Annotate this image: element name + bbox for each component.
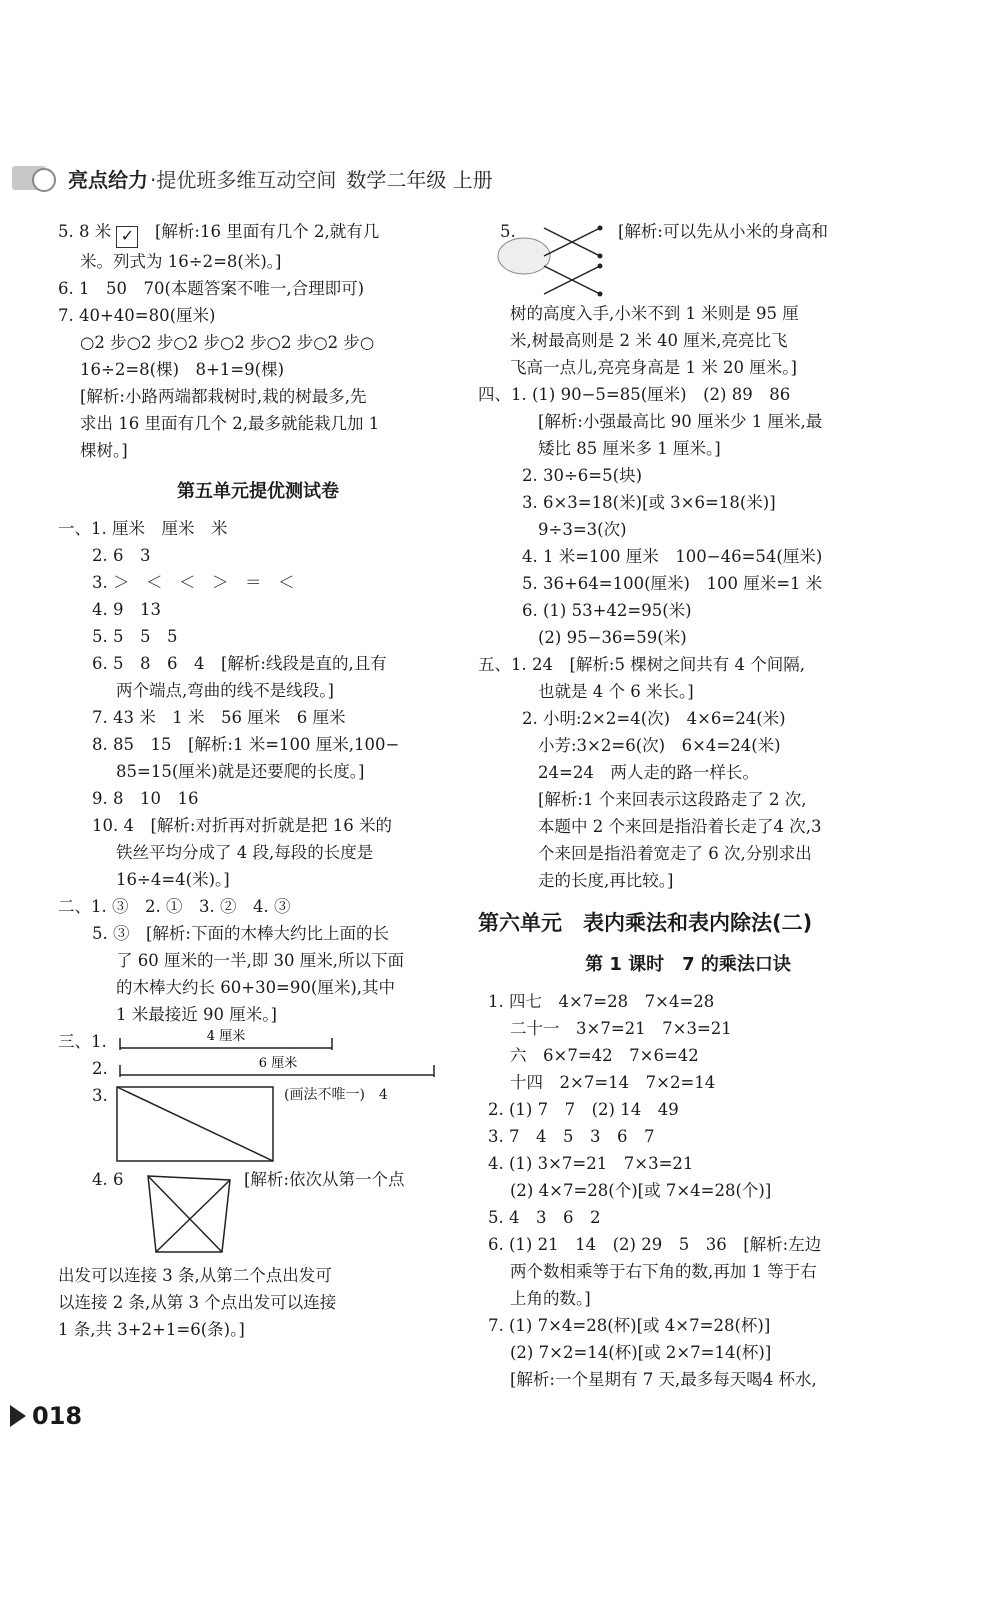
answer-line: [解析:一个星期有 7 天,最多每天喝4 杯水,	[510, 1370, 817, 1389]
answer-line: 铁丝平均分成了 4 段,每段的长度是	[116, 843, 374, 862]
brand-subtitle: ·提优班多维互动空间	[150, 167, 337, 192]
answer-line: 一、1. 厘米 厘米 米	[58, 519, 228, 538]
answer-line: 7. (1) 7×4=28(杯)[或 4×7=28(杯)]	[488, 1316, 771, 1335]
right-column	[478, 218, 888, 1393]
answer-line: [解析:小路两端都栽树时,栽的树最多,先	[80, 387, 367, 406]
answer-line: (2) 4×7=28(个)[或 7×4=28(个)]	[510, 1181, 772, 1200]
drawing-answer-3: 3. (画法不唯一) 4	[58, 1082, 458, 1166]
answer-line: 1. 四七 4×7=28 7×4=28	[488, 992, 715, 1011]
answer-line: 6. (1) 21 14 (2) 29 5 36 [解析:左边	[488, 1235, 822, 1254]
book-grade: 数学二年级 上册	[346, 167, 493, 192]
answer-line: 1 米最接近 90 厘米。]	[116, 1005, 277, 1024]
page-number: 018	[10, 1402, 82, 1430]
answer-line: 二、1. ③ 2. ① 3. ② 4. ③	[58, 897, 291, 916]
answer-line: 7. 43 米 1 米 56 厘米 6 厘米	[92, 708, 346, 727]
answer-line: (2) 7×2=14(杯)[或 2×7=14(杯)]	[510, 1343, 772, 1362]
answer-line: 走的长度,再比较。]	[538, 871, 674, 890]
section-title: 第五单元提优测试卷	[177, 481, 339, 502]
answer-line: 米。列式为 16÷2=8(米)。]	[80, 252, 282, 271]
drawing-note: [解析:依次从第一个点	[244, 1170, 405, 1189]
answer-line: 米,树最高则是 2 米 40 厘米,亮亮比飞	[510, 331, 788, 350]
answer-line: 85=15(厘米)就是还要爬的长度。]	[116, 762, 365, 781]
drawing-answer-4: 4. 6 [解析:依次从第一个点	[58, 1166, 458, 1262]
answer-line: 6. (1) 53+42=95(米)	[522, 601, 692, 620]
answer-line: 4. 1 米=100 厘米 100−46=54(厘米)	[522, 547, 823, 566]
answer-line: 9÷3=3(次)	[538, 520, 627, 539]
answer-line: (2) 95−36=59(米)	[538, 628, 687, 647]
answer-line: 16÷2=8(棵) 8+1=9(棵)	[80, 360, 285, 379]
answer-line: 2. (1) 7 7 (2) 14 49	[488, 1100, 679, 1119]
segment-6cm	[118, 1051, 448, 1083]
matching-lines-drawing	[494, 222, 614, 300]
segment-6cm-label: 6 厘米	[258, 1056, 298, 1071]
answer-line: 棵树。]	[80, 441, 128, 460]
answer-line: [解析:可以先从小米的身高和	[618, 222, 828, 241]
answer-line: 2. 30÷6=5(块)	[522, 466, 643, 485]
answer-line: 3. 7 4 5 3 6 7	[488, 1127, 655, 1146]
answer-line: 3. 6×3=18(米)[或 3×6=18(米)]	[522, 493, 776, 512]
unit-title: 第六单元 表内乘法和表内除法(二)	[478, 911, 813, 935]
answer-line: 求出 16 里面有几个 2,最多就能栽几加 1	[80, 414, 380, 433]
answer-line: 以连接 2 条,从第 3 个点出发可以连接	[58, 1293, 337, 1312]
answer-line: 矮比 85 厘米多 1 厘米。]	[538, 439, 721, 458]
answer-line: 两个端点,弯曲的线不是线段。]	[116, 681, 334, 700]
matching-answer: 5. [解析:可以先从小米的身高和	[488, 218, 888, 300]
answer-line: 5. 5 5 5	[92, 627, 178, 646]
answer-line: 也就是 4 个 6 米长。]	[538, 682, 694, 701]
page-marker-icon	[10, 1405, 26, 1427]
answer-line: 小芳:3×2=6(次) 6×4=24(米)	[538, 736, 781, 755]
answer-line: 五、1. 24 [解析:5 棵树之间共有 4 个间隔,	[478, 655, 805, 674]
answer-line: 2. 6 3	[92, 546, 151, 565]
answer-line: 5. 4 3 6 2	[488, 1208, 601, 1227]
answer-line: 3. ＞ ＜ ＜ ＞ ＝ ＜	[92, 573, 295, 592]
answer-line: 了 60 厘米的一半,即 30 厘米,所以下面	[116, 951, 404, 970]
answer-line: 6. 5 8 6 4 [解析:线段是直的,且有	[92, 654, 387, 673]
answer-line: 4. (1) 3×7=21 7×3=21	[488, 1154, 694, 1173]
page-header	[12, 160, 612, 196]
answer-line: 9. 8 10 16	[92, 789, 199, 808]
answer-line: 飞高一点儿,亮亮身高是 1 米 20 厘米。]	[510, 358, 797, 377]
answer-line: 6. 1 50 70(本题答案不唯一,合理即可)	[58, 279, 365, 298]
answer-line: 8. 85 15 [解析:1 米=100 厘米,100−	[92, 735, 400, 754]
answer-line: 个来回是指沿着宽走了 6 次,分别求出	[538, 844, 812, 863]
drawing-answer-2: 2. 6 厘米	[58, 1055, 458, 1082]
answer-line: [解析:1 个来回表示这段路走了 2 次,	[538, 790, 807, 809]
answer-line: 5. 36+64=100(厘米) 100 厘米=1 米	[522, 574, 823, 593]
answer-line: 10. 4 [解析:对折再对折就是把 16 米的	[92, 816, 392, 835]
answer-line: 十四 2×7=14 7×2=14	[510, 1073, 716, 1092]
drawing-note: (画法不唯一) 4	[284, 1087, 388, 1103]
answer-line: 5. ③ [解析:下面的木棒大约比上面的长	[92, 924, 389, 943]
answer-line: 四、1. (1) 90−5=85(厘米) (2) 89 86	[478, 385, 791, 404]
lesson-title: 第 1 课时 7 的乘法口诀	[585, 954, 791, 975]
answer-line: 两个数相乘等于右下角的数,再加 1 等于右	[510, 1262, 817, 1281]
answer-line: 24=24 两人走的路一样长。	[538, 763, 759, 782]
answer-line: 出发可以连接 3 条,从第二个点出发可	[58, 1266, 332, 1285]
answer-line: 上角的数。]	[510, 1289, 591, 1308]
answer-line: 树的高度入手,小米不到 1 米则是 95 厘	[510, 304, 799, 323]
segment-4cm-label: 4 厘米	[206, 1029, 246, 1044]
answer-line: 7. 40+40=80(厘米)	[58, 306, 216, 325]
answer-line: 5. 8 米 ✓ [解析:16 里面有几个 2,就有几	[58, 218, 458, 248]
answer-line: 1 条,共 3+2+1=6(条)。]	[58, 1320, 245, 1339]
left-column	[58, 218, 458, 1343]
answer-line: 六 6×7=42 7×6=42	[510, 1046, 699, 1065]
answer-line: 本题中 2 个来回是指沿着长走了4 次,3	[538, 817, 822, 836]
answer-line: 4. 9 13	[92, 600, 161, 619]
answer-line: ○2 步○2 步○2 步○2 步○2 步○2 步○	[80, 333, 375, 352]
brand-name: 亮点给力	[68, 167, 148, 192]
brand-logo-icon	[12, 166, 46, 190]
check-icon: ✓	[116, 226, 138, 248]
four-points-drawing	[142, 1172, 238, 1258]
answer-line: 二十一 3×7=21 7×3=21	[510, 1019, 732, 1038]
drawing-answer-1: 三、1. 4 厘米	[58, 1028, 458, 1055]
answer-line: [解析:小强最高比 90 厘米少 1 厘米,最	[538, 412, 823, 431]
answer-line: 2. 小明:2×2=4(次) 4×6=24(米)	[522, 709, 786, 728]
rectangle-diagonal-drawing	[116, 1086, 276, 1166]
answer-line: 16÷4=4(米)。]	[116, 870, 230, 889]
answer-line: 的木棒大约长 60+30=90(厘米),其中	[116, 978, 396, 997]
